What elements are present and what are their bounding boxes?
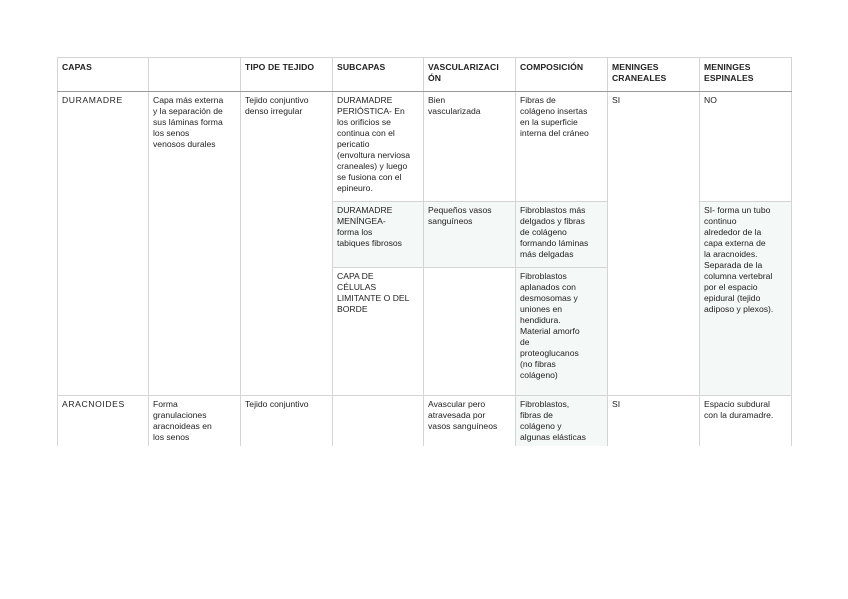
cell-descripcion-aracnoides-text: Forma granulaciones aracnoideas en los senos bbox=[153, 399, 212, 442]
cell-descripcion-aracnoides bbox=[149, 396, 241, 447]
header-tipo-tejido: TIPO DE TEJIDO bbox=[241, 58, 333, 92]
cell-espinales-duramadre-si: SI- forma un tubo continuo alrededor de la capa externa de la aracnoides. Separada de la columna vertebral por el espacio epidural (tejido adiposo y plexos). bbox=[700, 202, 792, 396]
cell-espinales-aracnoides-text: Espacio subdural con la duramadre. bbox=[704, 399, 774, 420]
cell-craneales-duramadre: SI bbox=[608, 92, 700, 396]
table-row-aracnoides bbox=[58, 396, 792, 447]
cell-vasc-periostica: Bien vascularizada bbox=[424, 92, 516, 202]
cell-comp-aracnoides-text: Fibroblastos, fibras de colágeno y algunas elásticas bbox=[520, 399, 586, 442]
cell-subcapas-aracnoides bbox=[333, 396, 424, 447]
cell-comp-periostica: Fibras de colágeno insertas en la superficie interna del cráneo bbox=[516, 92, 608, 202]
header-composicion: COMPOSICIÓN bbox=[516, 58, 608, 92]
cell-capa-duramadre: DURAMADRE bbox=[58, 92, 149, 396]
cell-craneales-aracnoides-text: SI bbox=[612, 399, 621, 409]
cell-vasc-limitante bbox=[424, 268, 516, 396]
header-meninges-craneales: MENINGES CRANEALES bbox=[608, 58, 700, 92]
cell-vasc-aracnoides bbox=[424, 396, 516, 447]
meninges-table bbox=[57, 57, 792, 446]
table-row-duramadre-1 bbox=[58, 92, 792, 202]
cell-tejido-duramadre: Tejido conjuntivo denso irregular bbox=[241, 92, 333, 396]
cell-vasc-aracnoides-text: Avascular pero atravesada por vasos sanguíneos bbox=[428, 399, 498, 431]
cell-craneales-aracnoides bbox=[608, 396, 700, 447]
cell-tejido-aracnoides-text: Tejido conjuntivo bbox=[245, 399, 309, 409]
cell-comp-aracnoides bbox=[516, 396, 608, 447]
header-capas: CAPAS bbox=[58, 58, 149, 92]
header-meninges-espinales: MENINGES ESPINALES bbox=[700, 58, 792, 92]
cell-subcapa-limitante: CAPA DE CÉLULAS LIMITANTE O DEL BORDE bbox=[333, 268, 424, 396]
header-blank bbox=[149, 58, 241, 92]
cell-tejido-aracnoides bbox=[241, 396, 333, 447]
cell-espinales-duramadre-no: NO bbox=[700, 92, 792, 202]
header-vascularizacion: VASCULARIZACI ÓN bbox=[424, 58, 516, 92]
cell-capa-aracnoides bbox=[58, 396, 149, 447]
cell-comp-limitante: Fibroblastos aplanados con desmosomas y uniones en hendidura. Material amorfo de proteoglucanos (no fibras colágeno) bbox=[516, 268, 608, 396]
cell-subcapa-meningea: DURAMADRE MENÍNGEA- forma los tabiques fibrosos bbox=[333, 202, 424, 268]
cell-subcapa-periostica: DURAMADRE PERIÓSTICA- En los orificios se continua con el pericatio (envoltura nerviosa craneales) y luego se fusiona con el epineuro. bbox=[333, 92, 424, 202]
cell-vasc-meningea: Pequeños vasos sanguíneos bbox=[424, 202, 516, 268]
header-row bbox=[58, 58, 792, 92]
cell-comp-meningea: Fibroblastos más delgados y fibras de colágeno formando láminas más delgadas bbox=[516, 202, 608, 268]
cell-capa-aracnoides-text: ARACNOIDES bbox=[62, 399, 125, 409]
header-subcapas: SUBCAPAS bbox=[333, 58, 424, 92]
cell-espinales-aracnoides bbox=[700, 396, 792, 447]
cell-descripcion-duramadre: Capa más externa y la separación de sus láminas forma los senos venosos durales bbox=[149, 92, 241, 396]
cell-subcapas-aracnoides-text bbox=[337, 399, 419, 443]
